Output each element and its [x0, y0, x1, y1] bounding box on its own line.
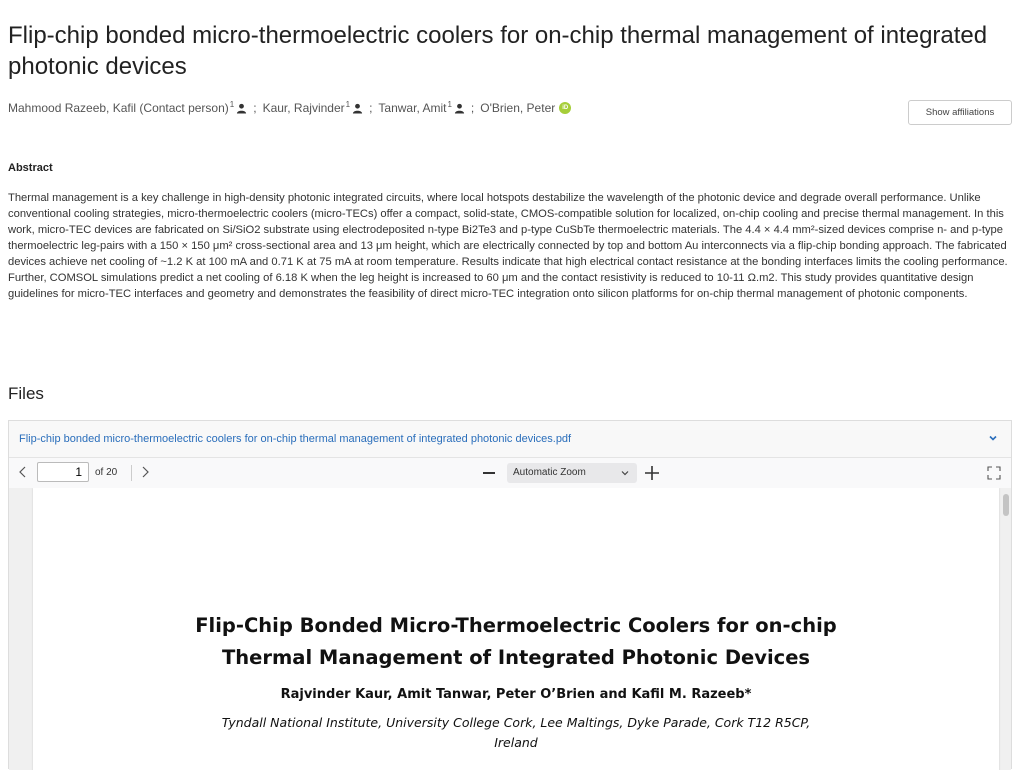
pdf-affiliation-line: Ireland: [494, 735, 538, 750]
pdf-toolbar: [9, 458, 1011, 489]
files-heading: Files: [8, 384, 44, 403]
fullscreen-icon[interactable]: [987, 466, 1001, 480]
author-affiliation-number: 1: [447, 99, 452, 109]
pdf-affiliation-line: Tyndall National Institute, University College Cork, Lee Maltings, Dyke Parade, Cork T12 R5CP,: [221, 715, 811, 730]
previous-page-icon[interactable]: [17, 465, 29, 479]
file-accordion-header[interactable]: [9, 421, 1011, 458]
pdf-canvas-area[interactable]: [9, 488, 1011, 770]
zoom-out-icon[interactable]: [483, 472, 495, 474]
abstract-text: Thermal management is a key challenge in high-density photonic integrated circuits, where local hotspots destabilize the wavelength of the photonic device and degrade overall performance. Unlike conventional cooling strategies, micro-thermoelectric coolers (micro-TECs) offer a compact, solid-state, CMOS-compatible solution for localized, on-chip cooling and precise thermal management. In this work, micro-TEC devices are fabricated on Si/SiO2 substrate using electrodeposited n-type Bi2Te3 and p-type CuSbTe thermoelectric materials. The 4.4 × 4.4 mm²-sized devices comprise n- and p-type thermoelectric leg-pairs with a 150 × 150 μm² cross-sectional area and 13 μm height, which are electrically connected by top and bottom Au interconnects via a flip-chip bonding approach. The fabricated devices achieve net cooling of ~1.2 K at 100 mA and 0.71 K at 75 mA at room temperature. Results indicate that high electrical contact resistance at the bonding interfaces limits the cooling performance. Further, COMSOL simulations predict a net cooling of 6.18 K when the leg height is increased to 60 μm and the contact resistivity is reduced to 10-11 Ω.m2. This study provides quantitative design guidelines for micro-TEC interfaces and geometry and demonstrates the feasibility of direct micro-TEC integration onto silicon platforms for on-chip thermal management of photonic components.: [8, 192, 1008, 300]
orcid-icon[interactable]: iD: [559, 102, 571, 114]
pdf-affiliation: [33, 713, 999, 753]
pdf-title-line: Flip-Chip Bonded Micro-Thermoelectric Coolers for on-chip: [195, 614, 837, 637]
author-list: [8, 101, 571, 115]
chevron-down-icon: [621, 469, 629, 477]
author-separator: ;: [253, 101, 257, 115]
scrollbar[interactable]: [1001, 488, 1011, 770]
zoom-select[interactable]: [507, 463, 637, 483]
page-number-input[interactable]: [37, 462, 89, 482]
author-name[interactable]: Mahmood Razeeb, Kafil (Contact person): [8, 101, 229, 115]
author-name[interactable]: Kaur, Rajvinder: [262, 101, 345, 115]
pdf-document-title: [33, 610, 999, 674]
person-icon: [236, 103, 247, 114]
pdf-authors: Rajvinder Kaur, Amit Tanwar, Peter O’Brien and Kafil M. Razeeb*: [280, 687, 752, 702]
author-affiliation-number: 1: [345, 99, 351, 109]
pdf-viewer: [8, 420, 1012, 769]
zoom-select-value: Automatic Zoom: [513, 467, 586, 478]
pdf-page: [33, 488, 999, 770]
author-affiliation-number: 1: [229, 99, 235, 109]
author-separator: ;: [369, 101, 373, 115]
next-page-icon[interactable]: [139, 465, 151, 479]
person-icon: [454, 103, 465, 114]
file-link[interactable]: Flip-chip bonded micro-thermoelectric coolers for on-chip thermal management of integrated photonic devices.pdf: [19, 433, 572, 445]
zoom-in-icon[interactable]: [645, 466, 659, 480]
author-name[interactable]: O'Brien, Peter: [480, 101, 556, 115]
page-count-label: of 20: [95, 467, 118, 478]
page-title: Flip-chip bonded micro-thermoelectric coolers for on-chip thermal management of integrated photonic devices: [8, 22, 988, 80]
author-separator: ;: [470, 101, 475, 115]
author-name[interactable]: Tanwar, Amit: [378, 101, 447, 115]
scrollbar-thumb[interactable]: [1003, 494, 1009, 516]
show-affiliations-button[interactable]: Show affiliations: [908, 100, 1012, 125]
person-icon: [352, 103, 363, 114]
pdf-title-line: Thermal Management of Integrated Photonic Devices: [221, 646, 811, 669]
toolbar-divider: [131, 465, 132, 481]
chevron-down-icon[interactable]: [989, 434, 997, 442]
abstract-heading: Abstract: [8, 162, 53, 174]
